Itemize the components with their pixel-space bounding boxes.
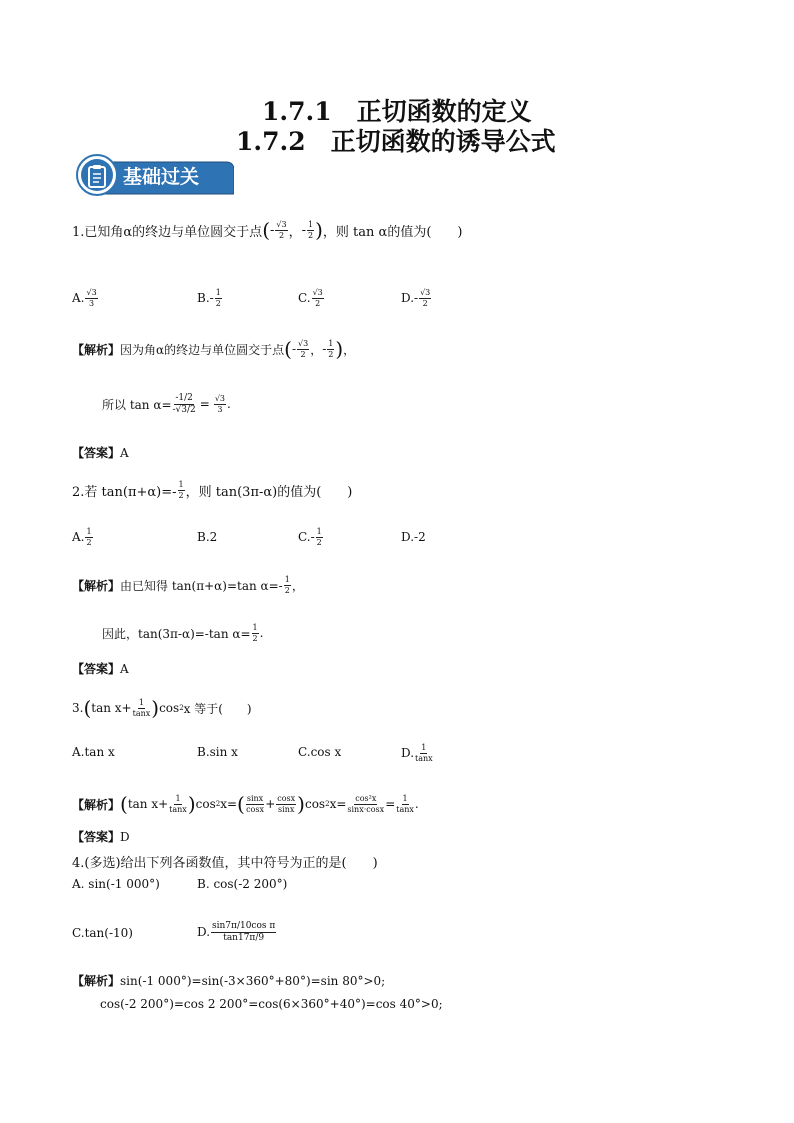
title-line-1: 1.7.1 正切函数的定义 [262,97,532,126]
q3-option-b: B.sin x [197,745,238,759]
q3-option-c: C.cos x [298,745,342,759]
q3-stem: 3. ( tan x+ $\frac{1}{\tan x}$ ) cos 2 x 等于( ) [72,696,252,720]
q1-option-c: C. $\frac{√3}{2}$ [298,287,323,308]
q1-option-b: B.- $\frac{1}{2}$ [197,287,221,308]
q1-stem: 1.已知角α的终边与单位圆交于点 ( - $\frac{√3}{2}$ ， - $\frac{1}{2}$ ) ，则 tan α的值为( ) [72,218,463,242]
q1-analysis: 【解析】 因为角α的终边与单位圆交于点 ( - $\frac{√3}{2}$ ， - $\frac{1}{2}$ ) ， [72,337,356,361]
q4-analysis-step: cos(-2 200°)=cos 2 200°=cos(6×360°+40°)=cos 40°>0; [100,997,443,1011]
q1-answer: 【答案】A [72,446,129,460]
q1-option-a: A. $\frac{√3}{3}$ [72,287,97,308]
title-line-2: 1.7.2 正切函数的诱导公式 [236,127,556,156]
q3-analysis: 【解析】 ( tan x+ $\frac{1}{\tan x}$ ) cos 2 x= ( $\frac{\sin x}{\cos x}$ + $\frac{\cos x}{\sin x}$ ) cos 2 x= $\frac{\text{cos²x}}{\sin x\cdot\cos x}$ = $\frac{1}{\tan x}$ . [72,792,419,816]
q2-option-b: B.2 [197,530,218,544]
q2-analysis: 【解析】 由已知得 tan(π+α)=tan α=- $\frac{1}{2}$ ， [72,574,304,595]
q2-stem: 2.若 tan(π+α)=- $\frac{1}{2}$ ，则 tan(3π-α)的值为( ) [72,479,353,500]
q2-answer: 【答案】A [72,662,129,676]
q1-analysis-step: 所以 tan α= $\frac{-1/2}{-√3/2}$ = $\frac{√3}{3}$ . [102,392,231,415]
q3-answer: 【答案】D [72,830,130,844]
q4-option-d: D. $\frac{\text{sin7π/10cos π}}{\tan 17\pi/9}$ [197,920,276,943]
q1-option-d: D.- $\frac{√3}{2}$ [401,287,431,308]
q2-option-d: D.-2 [401,530,426,544]
q2-analysis-step: 因此，tan(3π-α)=-tan α= $\frac{1}{2}$ . [102,622,264,643]
q4-stem: 4.(多选)给出下列各函数值，其中符号为正的是( ) [72,856,378,871]
q4-option-b: B. cos(-2 200°) [197,877,288,891]
q3-option-a: A.tan x [72,745,115,759]
clipboard-icon [86,164,108,188]
q2-option-c: C.- $\frac{1}{2}$ [298,526,322,547]
q4-analysis: 【解析】sin(-1 000°)=sin(-3×360°+80°)=sin 80°>0; [72,974,386,988]
q4-option-c: C.tan(-10) [72,926,133,940]
q2-option-a: A. $\frac{1}{2}$ [72,526,92,547]
badge-label: 基础过关 [123,166,200,188]
q4-option-a: A. sin(-1 000°) [72,877,160,891]
q3-option-d: D. $\frac{1}{\tan x}$ [401,742,433,763]
